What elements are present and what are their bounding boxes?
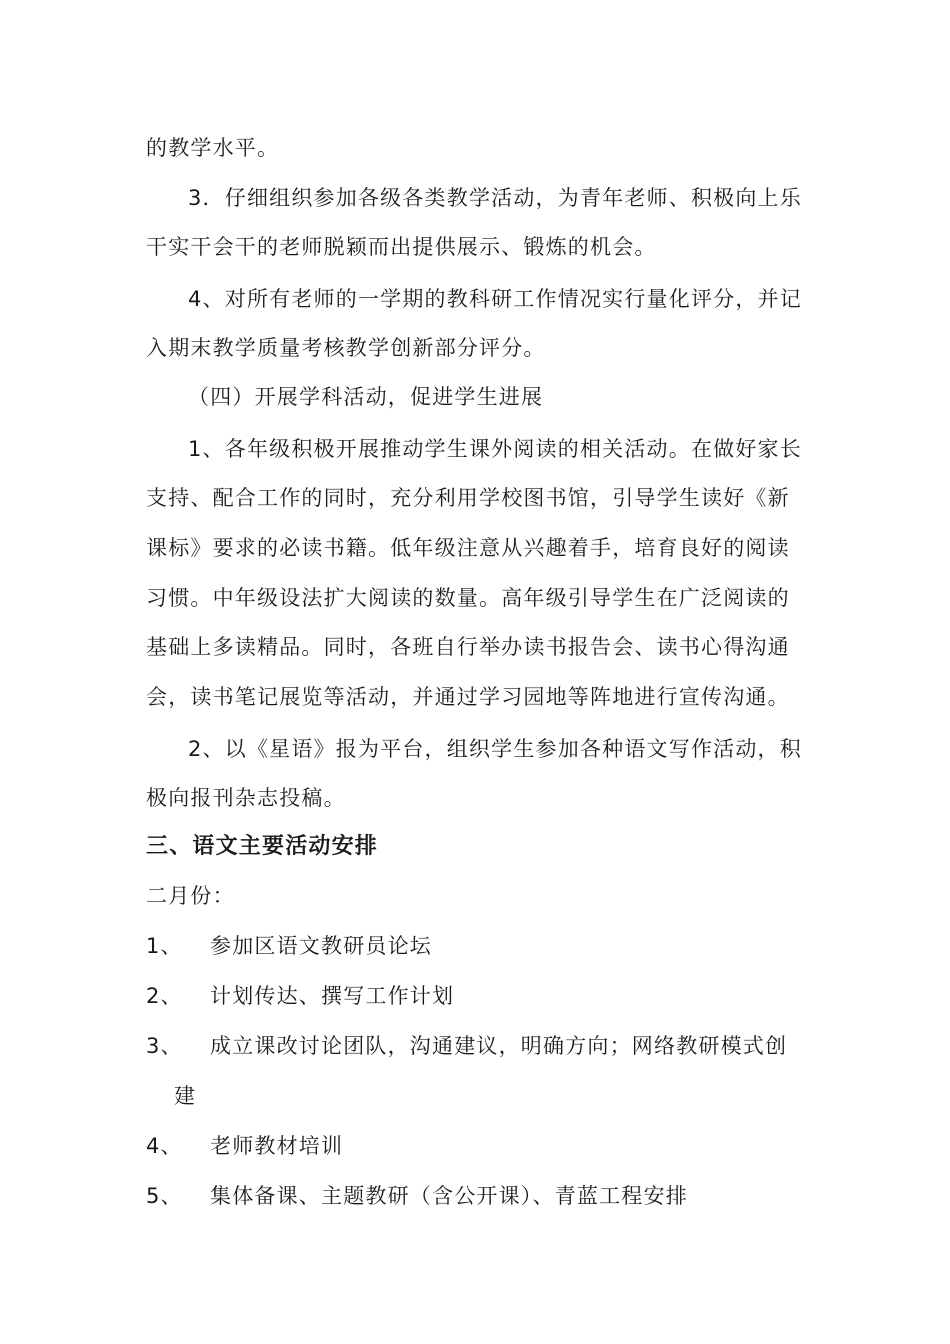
list-item	[146, 981, 454, 1011]
list-item-text: 集体备课、主题教研（含公开课）、青蓝工程安排	[210, 1184, 688, 1208]
list-item-text: 老师教材培训	[210, 1134, 344, 1158]
list-item	[146, 1031, 787, 1061]
paragraph-line: 习惯。中年级设法扩大阅读的数量。高年级引导学生在广泛阅读的	[146, 586, 790, 610]
list-item	[146, 1131, 343, 1161]
paragraph-line: 1、各年级积极开展推动学生课外阅读的相关活动。在做好家长	[188, 437, 802, 461]
list-item	[146, 931, 432, 961]
paragraph-line: 干实干会干的老师脱颖而出提供展示、锻炼的机会。	[146, 235, 657, 259]
section-heading: 三、语文主要活动安排	[146, 834, 379, 859]
paragraph-line: 支持、配合工作的同时，充分利用学校图书馆，引导学生读好《新	[146, 486, 790, 510]
paragraph-line: 会，读书笔记展览等活动，并通过学习园地等阵地进行宣传沟通。	[146, 685, 790, 709]
list-item-number: 1、	[146, 934, 183, 958]
paragraph-line: 极向报刊杂志投稿。	[146, 786, 346, 810]
list-item-number: 2、	[146, 984, 183, 1008]
list-item-number: 3、	[146, 1034, 183, 1058]
list-item-number: 5、	[146, 1184, 183, 1208]
list-item-number: 4、	[146, 1134, 183, 1158]
month-label: 二月份：	[146, 884, 235, 908]
paragraph-line: 的教学水平。	[146, 136, 280, 160]
paragraph-line: 课标》要求的必读书籍。低年级注意从兴趣着手，培育良好的阅读	[146, 536, 790, 560]
paragraph-line: 入期末教学质量考核教学创新部分评分。	[146, 336, 546, 360]
list-item-text: 建	[174, 1084, 197, 1108]
paragraph-line: 基础上多读精品。同时，各班自行举办读书报告会、读书心得沟通	[146, 635, 790, 659]
subsection-heading: （四）开展学科活动，促进学生进展	[188, 385, 544, 409]
list-item-text: 计划传达、撰写工作计划	[210, 984, 455, 1008]
paragraph-line: 2、以《星语》报为平台，组织学生参加各种语文写作活动，积	[188, 737, 802, 761]
list-item-text: 成立课改讨论团队，沟通建议，明确方向；网络教研模式创	[210, 1034, 788, 1058]
paragraph-line: 4、对所有老师的一学期的教科研工作情况实行量化评分，并记	[188, 287, 802, 311]
list-item-text: 参加区语文教研员论坛	[210, 934, 432, 958]
list-item	[146, 1181, 688, 1211]
list-item-continuation	[174, 1081, 196, 1111]
paragraph-line: 3．仔细组织参加各级各类教学活动，为青年老师、积极向上乐	[188, 186, 802, 210]
